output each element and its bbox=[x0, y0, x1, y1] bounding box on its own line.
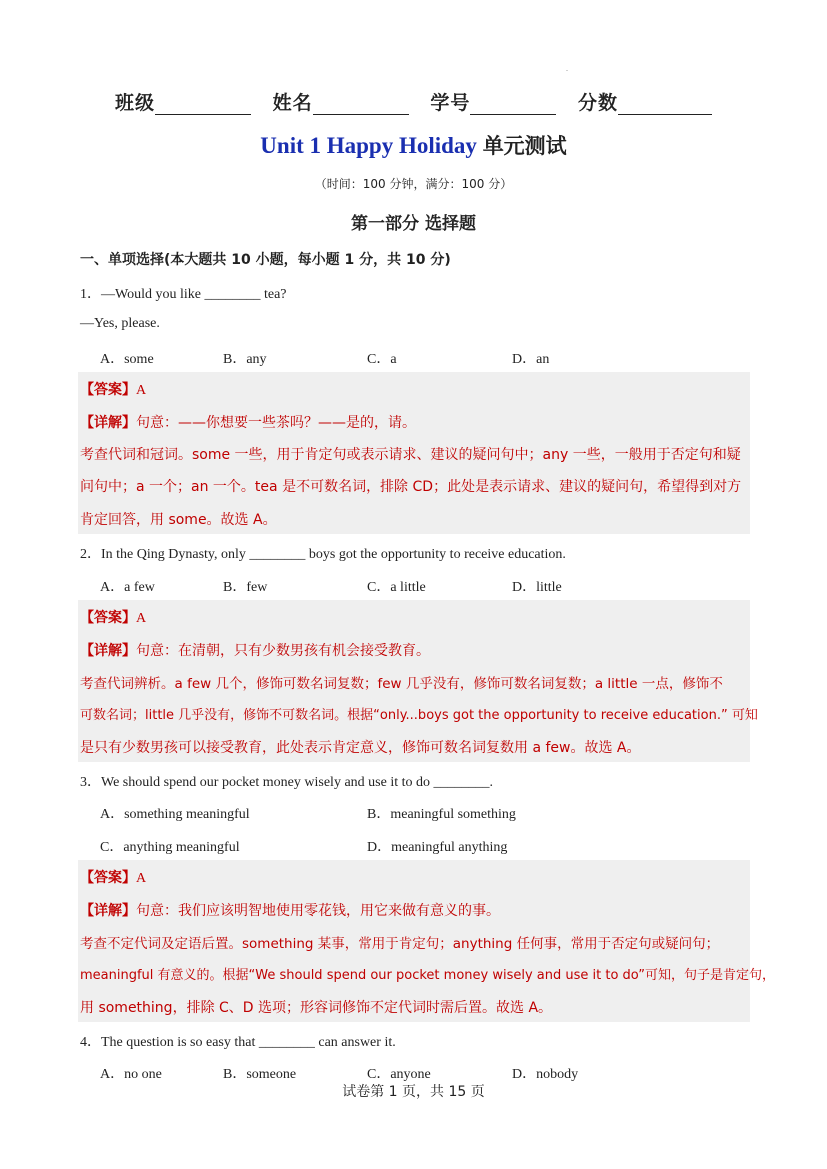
q4-option-c[interactable]: C．anyone bbox=[367, 1067, 431, 1082]
q1-detail-tag: 【详解】 bbox=[80, 415, 136, 431]
title-chinese: 单元测试 bbox=[482, 134, 567, 158]
q2-detail-tag: 【详解】 bbox=[80, 643, 136, 659]
q2-detail-line-2: 可数名词；little 几乎没有，修饰不可数名词。根据“only...boys got the opportunity to receive education.” 可知 bbox=[80, 708, 758, 723]
q2-detail-line-3: 是只有少数男孩可以接受教育，此处表示肯定意义，修饰可数名词复数用 a few。故选 A。 bbox=[80, 740, 641, 756]
q1-answer-tag: 【答案】 bbox=[80, 382, 136, 398]
q2-option-d[interactable]: D．little bbox=[512, 580, 562, 595]
id-blank[interactable] bbox=[470, 94, 556, 115]
q2-detail-first bbox=[80, 640, 430, 660]
q3-option-b[interactable]: B．meaningful something bbox=[367, 807, 516, 822]
q1-detail-first bbox=[80, 412, 416, 432]
q3-detail-line-1: 考查不定代词及定语后置。something 某事，常用于肯定句；anything 任何事，常用于否定句或疑问句； bbox=[80, 936, 720, 952]
part-title: 第一部分 选择题 bbox=[351, 214, 476, 234]
q2-detail-line-1: 考查代词辨析。a few 几个，修饰可数名词复数；few 几乎没有，修饰可数名词复数；a little 一点，修饰不 bbox=[80, 676, 723, 692]
q3-detail-line-2: meaningful 有意义的。根据“We should spend our pocket money wisely and use it to do”可知，句子是肯定句， bbox=[80, 968, 776, 983]
page-title bbox=[0, 130, 827, 160]
name-blank[interactable] bbox=[313, 94, 409, 115]
page-footer: 试卷第 1 页，共 15 页 bbox=[342, 1084, 485, 1100]
score-label: 分数 bbox=[577, 92, 618, 114]
student-info-header bbox=[0, 88, 827, 115]
q1-detail-line-3: 肯定回答，用 some。故选 A。 bbox=[80, 512, 277, 528]
q3-detail-tag: 【详解】 bbox=[80, 903, 136, 919]
q3-detail-line-3: 用 something，排除 C、D 选项；形容词修饰不定代词时需后置。故选 A。 bbox=[80, 1000, 553, 1016]
q1-option-b[interactable]: B．any bbox=[223, 352, 267, 367]
q3-answer-line bbox=[80, 867, 146, 887]
q2-answer-line bbox=[80, 607, 146, 627]
q3-option-c[interactable]: C．anything meaningful bbox=[100, 840, 240, 855]
q3-detail-meaning: 句意：我们应该明智地使用零花钱，用它来做有意义的事。 bbox=[136, 903, 500, 919]
q4-option-d[interactable]: D．nobody bbox=[512, 1067, 579, 1082]
q1-option-c[interactable]: C．a bbox=[367, 352, 397, 367]
q3-answer-tag: 【答案】 bbox=[80, 870, 136, 886]
exam-time-note: （时间：100 分钟，满分：100 分） bbox=[314, 177, 513, 191]
q3-detail-first bbox=[80, 900, 500, 920]
id-label: 学号 bbox=[430, 92, 471, 114]
question-4-stem: 4．The question is so easy that ________ can answer it. bbox=[80, 1035, 396, 1050]
class-label: 班级 bbox=[115, 92, 156, 114]
q3-answer: A bbox=[136, 871, 147, 886]
q1-answer: A bbox=[136, 383, 147, 398]
title-english: Unit 1 Happy Holiday bbox=[260, 133, 477, 158]
q3-option-a[interactable]: A．something meaningful bbox=[100, 807, 250, 822]
q3-option-d[interactable]: D．meaningful anything bbox=[367, 840, 508, 855]
q1-detail-meaning: 句意：——你想要一些茶吗？——是的，请。 bbox=[136, 415, 416, 431]
q4-option-a[interactable]: A．no one bbox=[100, 1067, 162, 1082]
question-1-reply: —Yes, please. bbox=[80, 316, 160, 331]
q2-option-c[interactable]: C．a little bbox=[367, 580, 426, 595]
q2-answer-tag: 【答案】 bbox=[80, 610, 136, 626]
q2-answer-box bbox=[78, 600, 758, 762]
q1-answer-line bbox=[80, 379, 146, 399]
stray-dot: . bbox=[566, 64, 568, 73]
question-1-stem: 1．—Would you like ________ tea? bbox=[80, 287, 287, 302]
q1-answer-box bbox=[78, 372, 750, 534]
q1-option-a[interactable]: A．some bbox=[100, 352, 154, 367]
question-3-stem: 3．We should spend our pocket money wisely and use it to do ________. bbox=[80, 775, 493, 790]
section-title: 一、单项选择(本大题共 10 小题，每小题 1 分，共 10 分) bbox=[80, 252, 451, 268]
q2-option-a[interactable]: A．a few bbox=[100, 580, 155, 595]
q2-option-b[interactable]: B．few bbox=[223, 580, 268, 595]
q3-answer-box bbox=[78, 860, 776, 1022]
name-label: 姓名 bbox=[272, 92, 313, 114]
q4-option-b[interactable]: B．someone bbox=[223, 1067, 297, 1082]
q2-answer: A bbox=[136, 611, 147, 626]
question-2-stem: 2．In the Qing Dynasty, only ________ boys got the opportunity to receive education. bbox=[80, 547, 566, 562]
q2-detail-meaning: 句意：在清朝，只有少数男孩有机会接受教育。 bbox=[136, 643, 430, 659]
q1-detail-line-2: 问句中；a 一个；an 一个。tea 是不可数名词，排除 CD；此处是表示请求、建议的疑问句，希望得到对方 bbox=[80, 479, 742, 495]
score-blank[interactable] bbox=[618, 94, 712, 115]
class-blank[interactable] bbox=[155, 94, 251, 115]
q1-detail-line-1: 考查代词和冠词。some 一些，用于肯定句或表示请求、建议的疑问句中；any 一些，一般用于否定句和疑 bbox=[80, 447, 741, 463]
q1-option-d[interactable]: D．an bbox=[512, 352, 550, 367]
